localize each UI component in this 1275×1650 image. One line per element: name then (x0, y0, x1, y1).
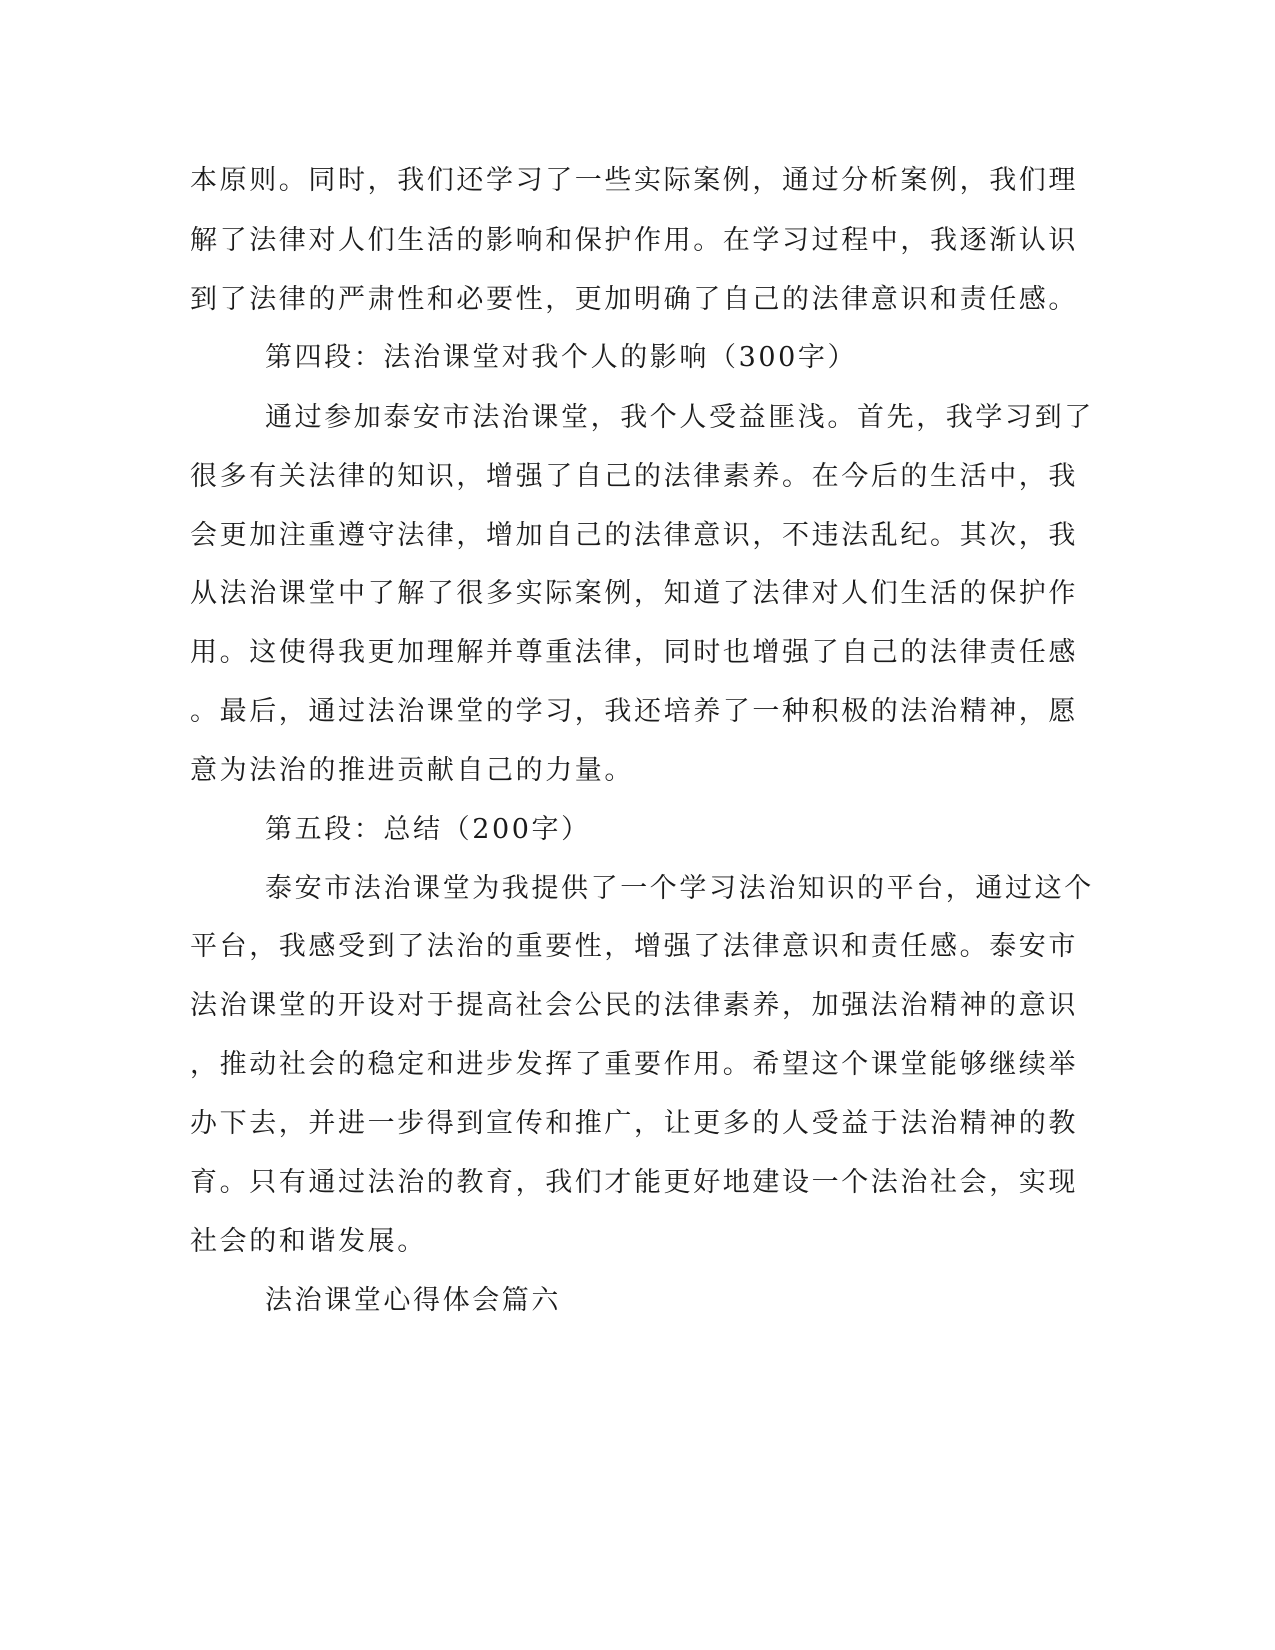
body-text-line: 到了法律的严肃性和必要性，更加明确了自己的法律意识和责任感。 (190, 284, 1078, 315)
section-heading-4: 第四段：法治课堂对我个人的影响（300字） (265, 342, 858, 373)
article-title-6: 法治课堂心得体会篇六 (265, 1285, 561, 1316)
body-text-line: 泰安市法治课堂为我提供了一个学习法治知识的平台，通过这个 (265, 873, 1094, 904)
body-text-line: 。最后，通过法治课堂的学习，我还培养了一种积极的法治精神，愿 (190, 696, 1078, 727)
body-text-line: 从法治课堂中了解了很多实际案例，知道了法律对人们生活的保护作 (190, 578, 1078, 609)
body-text-line: 办下去，并进一步得到宣传和推广，让更多的人受益于法治精神的教 (190, 1108, 1078, 1139)
body-text-line: 通过参加泰安市法治课堂，我个人受益匪浅。首先，我学习到了 (265, 402, 1094, 433)
body-text-line: 平台，我感受到了法治的重要性，增强了法律意识和责任感。泰安市 (190, 931, 1078, 962)
body-text-line: 本原则。同时，我们还学习了一些实际案例，通过分析案例，我们理 (190, 165, 1078, 196)
body-text-line: 很多有关法律的知识，增强了自己的法律素养。在今后的生活中，我 (190, 461, 1078, 492)
body-text-line: 意为法治的推进贡献自己的力量。 (190, 755, 634, 786)
section-heading-5: 第五段：总结（200字） (265, 814, 591, 845)
body-text-line: 用。这使得我更加理解并尊重法律，同时也增强了自己的法律责任感 (190, 637, 1078, 668)
body-text-line: 法治课堂的开设对于提高社会公民的法律素养，加强法治精神的意识 (190, 990, 1078, 1021)
body-text-line: 会更加注重遵守法律，增加自己的法律意识，不违法乱纪。其次，我 (190, 520, 1078, 551)
body-text-line: ，推动社会的稳定和进步发挥了重要作用。希望这个课堂能够继续举 (190, 1049, 1078, 1080)
body-text-line: 解了法律对人们生活的影响和保护作用。在学习过程中，我逐渐认识 (190, 225, 1078, 256)
body-text-line: 育。只有通过法治的教育，我们才能更好地建设一个法治社会，实现 (190, 1167, 1078, 1198)
body-text-line: 社会的和谐发展。 (190, 1226, 427, 1257)
